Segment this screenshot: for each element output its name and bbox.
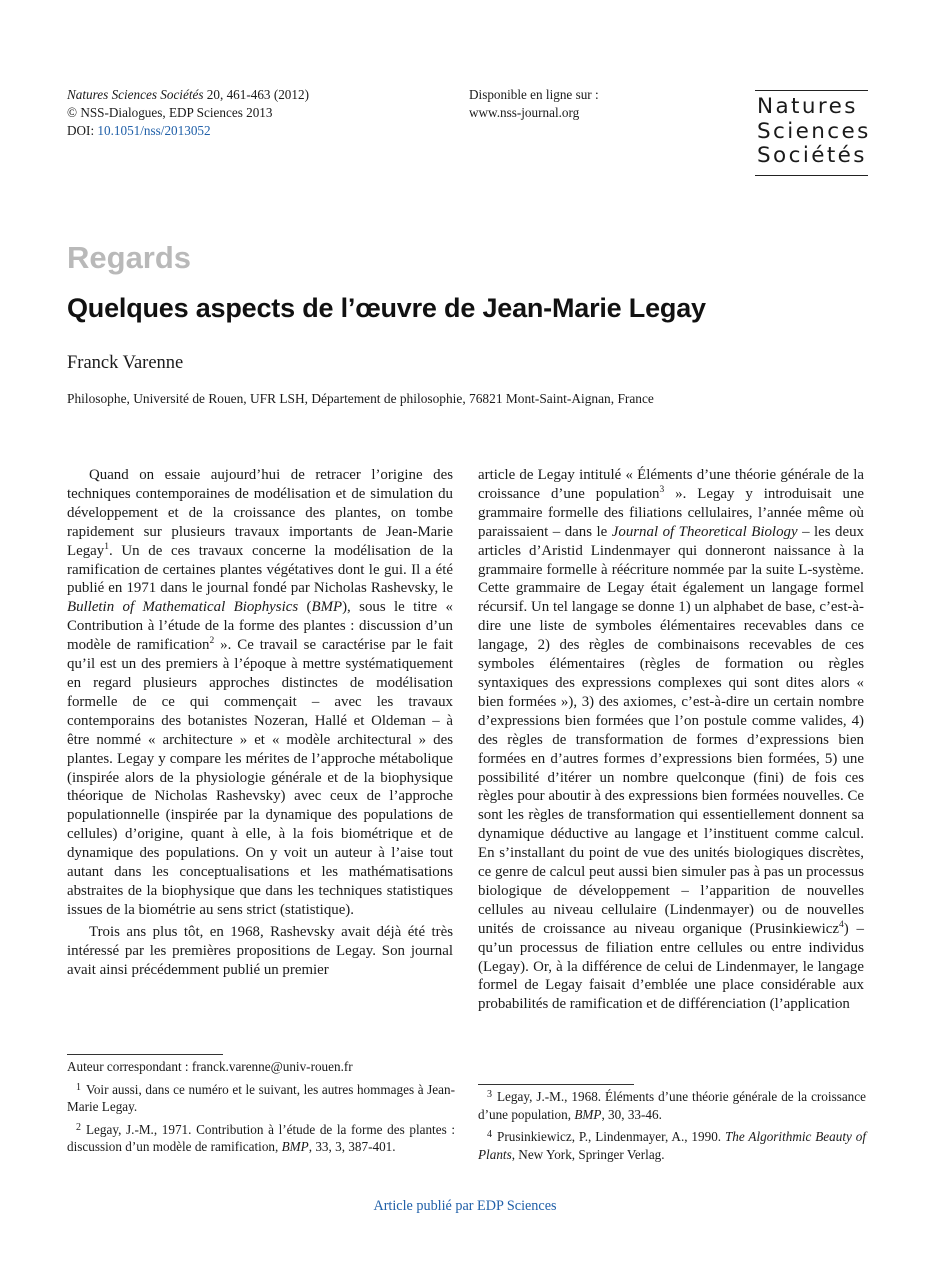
- footnotes-left: [67, 1058, 455, 1156]
- logo-line-1: Natures: [757, 94, 858, 119]
- online-url[interactable]: www.nss-journal.org: [469, 105, 580, 120]
- journal-name: Natures Sciences Sociétés: [67, 87, 204, 102]
- footnotes-right: [478, 1088, 866, 1163]
- volume-info: 20, 461-463 (2012): [203, 87, 309, 102]
- footnote-4: 4 Prusinkiewicz, P., Lindenmayer, A., 1990. The Algorithmic Beauty of Plants, New York, Springer Verlag.: [478, 1129, 866, 1162]
- article-title: Quelques aspects de l’œuvre de Jean-Marie Legay: [67, 293, 706, 323]
- paragraph-2: Trois ans plus tôt, en 1968, Rashevsky avait déjà été très intéressé par les premières propositions de Legay. Son journal avait ainsi précédemment publié un premier: [67, 923, 453, 978]
- footnote-ref-4[interactable]: 4: [839, 919, 844, 930]
- doi-link[interactable]: 10.1051/nss/2013052: [97, 123, 211, 138]
- footnote-3: 3 Legay, J.-M., 1968. Éléments d’une théorie générale de la croissance d’une population, BMP, 30, 33-46.: [478, 1089, 866, 1122]
- footnote-ref-3[interactable]: 3: [659, 484, 665, 495]
- footnote-divider-left: [67, 1054, 223, 1055]
- online-availability: [469, 86, 599, 122]
- logo-line-2: Sciences: [757, 118, 871, 144]
- paragraph-1: Quand on essaie aujourd’hui de retracer l’origine des techniques contemporaines de modélisation et de simulation du développement et de la croissance des plantes, on tombe rapidement sur plusieurs travaux importants de Jean-Marie Legay$^1$. Un de ces travaux concerne la modélisation de la ramification de certaines plantes végétatives dont le gui. Il a été publié en 1971 dans le journal fondé par Nicholas Rashevsky, le Bulletin of Mathematical Biophysics (BMP), sous le titre « Contribution à l’étude de la forme des plantes : discussion d’un modèle de ramification$^2$ ». Ce travail se caractérise par le fait qu’il est un des premiers à l’époque à mettre systématiquement en regard plusieurs approches distinctes de modélisation formelle de ce qui commençait – avec les travaux contemporains des botanistes Nozeran, Hallé et Oldeman – à être nommé « architecture » et « modèle architectural » des plantes. Legay y compare les mérites de l’approche métabolique (inspirée alors de la physiologie générale et de la biophysique théorique de Nicholas Rashevsky) avec ceux de l’approche populationnelle (inspirée par la dynamique des populations de cellules) d’origine, quant à elle, à la fois biométrique et de dynamique des populations. On y voit un auteur à l’aise tout autant dans les conceptualisations et les mathématisations abstraites de la biophysique que dans les techniques statistiques issues de la biométrie au sens strict (statistique).: [67, 467, 453, 918]
- footnote-1: 1 Voir aussi, dans ce numéro et le suivant, les autres hommages à Jean-Marie Legay.: [67, 1081, 455, 1114]
- logo-line-3: Sociétés: [757, 143, 867, 168]
- publisher-footer[interactable]: Article publié par EDP Sciences: [373, 1198, 557, 1214]
- journal-citation: [67, 86, 309, 140]
- footnote-divider-right: [478, 1084, 634, 1085]
- section-heading: Regards: [67, 240, 192, 275]
- footnote-2: 2 Legay, J.-M., 1971. Contribution à l’étude de la forme des plantes : discussion d’un modèle de ramification, BMP, 33, 3, 387-401.: [67, 1121, 455, 1154]
- author-affiliation: Philosophe, Université de Rouen, UFR LSH, Département de philosophie, 76821 Mont-Saint-Aignan, France: [67, 391, 654, 406]
- author-name: Franck Varenne: [67, 353, 184, 373]
- online-label: Disponible en ligne sur :: [469, 87, 599, 102]
- copyright: © NSS-Dialogues, EDP Sciences 2013: [67, 105, 273, 120]
- body-column-right: [478, 466, 864, 1014]
- journal-logo: [755, 90, 871, 176]
- corresponding-author: Auteur correspondant : franck.varenne@univ-rouen.fr: [67, 1059, 353, 1074]
- footnote-ref-1[interactable]: 1: [104, 541, 109, 552]
- paragraph-3: article de Legay intitulé « Éléments d’une théorie générale de la croissance d’une population$^3$ ». Legay y introduisait une grammaire formelle des filiations cellulaires, l’année même où paraissaient – dans le Journal of Theoretical Biology – les deux articles d’Aristid Lindenmayer qui donneront naissance à la grammaire formelle à réécriture nommée par la suite L-système. Cette grammaire de Legay était également un langage formel récursif. Un tel langage se donne 1) un alphabet de base, c’est-à-dire une liste de symboles élémentaires recevables dans ce langage, 2) des règles de combinaisons recevables de ces symboles élémentaires (règles de formation ou règles syntaxiques des expressions complexes qui sont dites alors « bien formées »), 3) des axiomes, c’est-à-dire un certain nombre d’expressions bien formées que l’on postule comme valides, 4) des règles de transformation de formes d’expressions bien formées en d’autres formes d’expressions bien formées, 5) une possibilité d’itérer un nombre quelconque (fini) de fois ces règles pour aboutir à des expressions bien formées nouvelles. Ce sont les règles de transformation qui essentiellement donnent sa dynamique déductive au langage et l’instituent comme calcul. En s’installant du point de vue des unités biologiques discrètes, ce genre de calcul peut aussi bien simuler pas à pas un processus biologique de développement – l’apparition de nouvelles cellules au niveau cellulaire (Lindenmayer) ou de nouvelles unités de croissance au niveau organique (Prusinkiewicz$^4$) – qu’un processus de filiation entre cellules ou entre individus (Legay). Or, à la différence de celui de Lindenmayer, le langage formel de Legay faisait d’emblée une place considérable aux probabilités de ramification et de différenciation (l’application: [478, 467, 864, 1013]
- doi-label: DOI:: [67, 123, 98, 138]
- footnote-ref-2[interactable]: 2: [209, 636, 215, 647]
- body-column-left: [67, 466, 453, 979]
